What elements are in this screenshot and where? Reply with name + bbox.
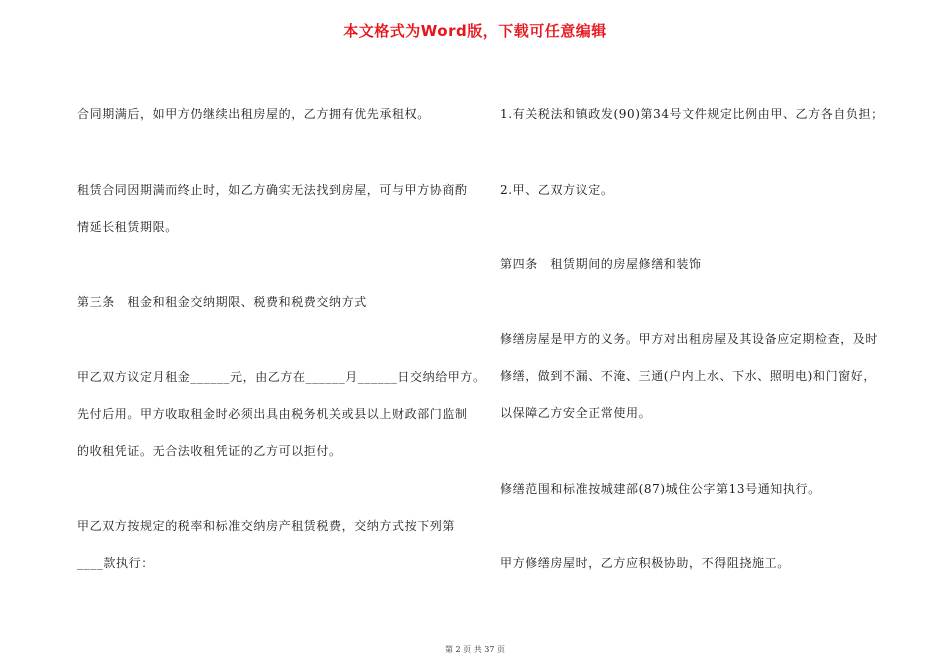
paragraph-line: 甲乙双方议定月租金______元，由乙方在______月______日交纳给甲方。 (77, 370, 486, 384)
paragraph-line: ____款执行： (77, 556, 154, 570)
section-heading: 第三条 租金和租金交纳期限、税费和税费交纳方式 (77, 295, 367, 309)
download-banner: 本文格式为Word版，下载可任意编辑 (343, 22, 607, 40)
paragraph-line: 先付后用。甲方收取租金时必须出具由税务机关或县以上财政部门监制 (77, 407, 468, 421)
paragraph-line: 甲乙双方按规定的税率和标准交纳房产租赁税费，交纳方式按下列第 (77, 519, 456, 533)
paragraph-line: 甲方修缮房屋时，乙方应积极协助，不得阻挠施工。 (500, 556, 790, 570)
page-number: 第 2 页 共 37 页 (445, 645, 505, 654)
paragraph-line: 以保障乙方安全正常使用。 (500, 406, 652, 420)
paragraph-line: 修缮范围和标准按城建部(87)城住公字第13号通知执行。 (500, 482, 821, 496)
paragraph-line: 情延长租赁期限。 (77, 220, 178, 234)
right-column (500, 0, 900, 672)
paragraph-line: 修缮，做到不漏、不淹、三通(户内上水、下水、照明电)和门窗好， (500, 369, 876, 383)
paragraph-line: 合同期满后，如甲方仍继续出租房屋的，乙方拥有优先承租权。 (77, 107, 430, 121)
paragraph-line: 1.有关税法和镇政发(90)第34号文件规定比例由甲、乙方各自负担； (500, 107, 884, 121)
paragraph-line: 修缮房屋是甲方的义务。甲方对出租房屋及其设备应定期检查，及时 (500, 332, 879, 346)
paragraph-line: 2.甲、乙双方议定。 (500, 183, 614, 197)
section-heading: 第四条 租赁期间的房屋修缮和装饰 (500, 257, 702, 271)
paragraph-line: 租赁合同因期满而终止时，如乙方确实无法找到房屋，可与甲方协商酌 (77, 183, 468, 197)
paragraph-line: 的收租凭证。无合法收租凭证的乙方可以拒付。 (77, 444, 342, 458)
left-column (77, 0, 486, 672)
